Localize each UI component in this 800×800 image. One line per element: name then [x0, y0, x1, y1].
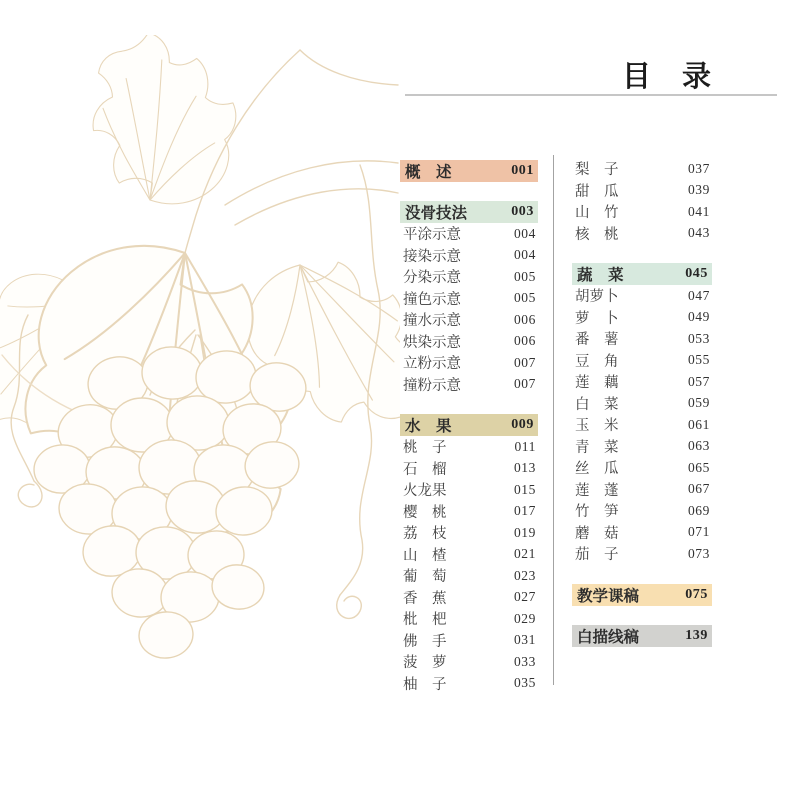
toc-section-row [572, 625, 712, 647]
toc-entry-label: 萝 卜 [575, 310, 619, 327]
toc-entry-label: 白描线稿 [577, 628, 640, 646]
toc-entry-label: 核 桃 [575, 226, 619, 243]
toc-item-row [400, 630, 538, 652]
toc-entry-page: 041 [687, 203, 710, 219]
toc-entry-page: 071 [687, 524, 710, 540]
toc-entry-label: 竹 笋 [575, 504, 619, 521]
toc-item-row [572, 457, 712, 479]
toc-section-row [572, 584, 712, 606]
toc-entry-page: 015 [513, 481, 536, 497]
toc-item-row [400, 565, 538, 587]
toc-entry-label: 山 楂 [403, 547, 447, 564]
toc-item-row [400, 223, 538, 245]
toc-item-row [572, 201, 712, 223]
toc-entry-page: 006 [513, 333, 536, 349]
toc-entry-label: 桃 子 [403, 440, 447, 457]
title-underline [405, 94, 777, 96]
toc-entry-label: 撞水示意 [403, 313, 461, 330]
toc-entry-label: 香 蕉 [403, 590, 447, 607]
toc-entry-page: 027 [513, 589, 536, 605]
toc-item-row [400, 522, 538, 544]
toc-entry-page: 067 [687, 481, 710, 497]
toc-entry-label: 蘑 菇 [575, 525, 619, 542]
toc-entry-page: 065 [687, 459, 710, 475]
toc-item-row [572, 158, 712, 180]
toc-entry-label: 莲 蓬 [575, 482, 619, 499]
toc-entry-page: 019 [513, 524, 536, 540]
toc-entry-page: 004 [513, 247, 536, 263]
toc-entry-label: 佛 手 [403, 633, 447, 650]
toc-entry-page: 035 [513, 675, 536, 691]
toc-entry-label: 荔 枝 [403, 526, 447, 543]
toc-item-row [400, 288, 538, 310]
toc-entry-page: 003 [511, 204, 534, 219]
toc-entry-page: 073 [687, 545, 710, 561]
toc-entry-page: 037 [687, 160, 710, 176]
toc-entry-page: 055 [687, 352, 710, 368]
toc-entry-page: 031 [513, 632, 536, 648]
toc-item-row [400, 374, 538, 396]
toc-entry-page: 005 [513, 290, 536, 306]
toc-item-row [572, 180, 712, 202]
toc-entry-page: 005 [513, 268, 536, 284]
toc-entry-page: 011 [514, 438, 536, 454]
toc-item-row [400, 245, 538, 267]
toc-entry-label: 撞粉示意 [403, 377, 461, 394]
toc-entry-page: 023 [513, 567, 536, 583]
toc-entry-label: 梨 子 [575, 162, 619, 179]
toc-item-row [572, 414, 712, 436]
toc-entry-page: 057 [687, 373, 710, 389]
toc-entry-label: 樱 桃 [403, 504, 447, 521]
toc-entry-label: 番 薯 [575, 332, 619, 349]
toc-entry-label: 枇 杷 [403, 612, 447, 629]
toc-item-row [572, 307, 712, 329]
toc-entry-label: 柚 子 [403, 676, 447, 693]
toc-item-row [572, 393, 712, 415]
toc-item-row [400, 587, 538, 609]
toc-entry-page: 053 [687, 330, 710, 346]
toc-entry-page: 021 [513, 546, 536, 562]
toc-entry-label: 平涂示意 [403, 227, 461, 244]
toc-entry-page: 075 [685, 586, 708, 602]
page-title: 目 录 [621, 61, 712, 93]
toc-entry-label: 莲 藕 [575, 375, 619, 392]
toc-item-row [400, 479, 538, 501]
toc-item-row [572, 522, 712, 544]
toc-entry-page: 139 [685, 627, 708, 643]
toc-entry-label: 没骨技法 [405, 205, 468, 222]
toc-item-row [400, 544, 538, 566]
toc-entry-label: 烘染示意 [403, 334, 461, 351]
toc-entry-label: 豆 角 [575, 353, 619, 370]
toc-entry-label: 胡萝卜 [575, 289, 619, 306]
toc-entry-label: 葡 萄 [403, 569, 447, 586]
toc-item-row [572, 328, 712, 350]
toc-entry-page: 017 [513, 503, 536, 519]
toc-item-row [400, 352, 538, 374]
toc-entry-page: 007 [513, 376, 536, 392]
toc-item-row [572, 436, 712, 458]
toc-entry-label: 茄 子 [575, 547, 619, 564]
toc-entry-label: 菠 萝 [403, 655, 447, 672]
toc-entry-label: 石 榴 [403, 461, 447, 478]
toc-entry-label: 白 菜 [575, 396, 619, 413]
toc-item-row [400, 673, 538, 695]
toc-entry-label: 甜 瓜 [575, 183, 619, 200]
toc-entry-label: 水 果 [405, 418, 452, 435]
toc-item-row [572, 371, 712, 393]
toc-item-row [400, 651, 538, 673]
toc-entry-page: 061 [687, 416, 710, 432]
toc-item-row [400, 458, 538, 480]
toc-item-row [572, 350, 712, 372]
toc-entry-page: 039 [687, 182, 710, 198]
toc-entry-label: 分染示意 [403, 270, 461, 287]
toc-item-row [400, 501, 538, 523]
toc-entry-page: 033 [513, 653, 536, 669]
toc-item-row [400, 436, 538, 458]
toc-entry-page: 007 [513, 354, 536, 370]
toc-entry-page: 059 [687, 395, 710, 411]
toc-entry-label: 教学课稿 [577, 587, 640, 605]
toc-entry-label: 蔬 菜 [577, 267, 624, 284]
toc-entry-page: 043 [687, 225, 710, 241]
toc-entry-page: 006 [513, 311, 536, 327]
toc-item-row [400, 309, 538, 331]
grape-vine-line-art [0, 35, 400, 685]
toc-entry-label: 青 菜 [575, 439, 619, 456]
toc-entry-page: 069 [687, 502, 710, 518]
toc-entry-page: 001 [511, 163, 534, 178]
toc-section-row [400, 414, 538, 436]
toc-item-row [572, 223, 712, 245]
toc-entry-page: 013 [513, 460, 536, 476]
toc-column-left [400, 160, 538, 694]
toc-section-row [572, 263, 712, 285]
toc-item-row [400, 266, 538, 288]
toc-entry-label: 丝 瓜 [575, 461, 619, 478]
toc-item-row [572, 500, 712, 522]
toc-entry-label: 玉 米 [575, 418, 619, 435]
toc-item-row [400, 608, 538, 630]
toc-entry-page: 063 [687, 438, 710, 454]
toc-column-right [572, 158, 712, 647]
toc-section-row [400, 160, 538, 182]
toc-entry-page: 045 [685, 266, 708, 281]
toc-entry-label: 概 述 [405, 164, 452, 181]
toc-entry-label: 立粉示意 [403, 356, 461, 373]
toc-item-row [572, 285, 712, 307]
column-divider [553, 155, 554, 685]
toc-section-row [400, 201, 538, 223]
toc-entry-page: 004 [513, 225, 536, 241]
toc-entry-page: 049 [687, 309, 710, 325]
toc-item-row [572, 479, 712, 501]
toc-entry-page: 029 [513, 610, 536, 626]
toc-entry-page: 009 [511, 417, 534, 432]
toc-item-row [400, 331, 538, 353]
toc-entry-label: 撞色示意 [403, 291, 461, 308]
toc-item-row [572, 543, 712, 565]
toc-entry-label: 山 竹 [575, 205, 619, 222]
toc-entry-label: 火龙果 [403, 483, 447, 500]
toc-entry-label: 接染示意 [403, 248, 461, 265]
toc-entry-page: 047 [687, 287, 710, 303]
